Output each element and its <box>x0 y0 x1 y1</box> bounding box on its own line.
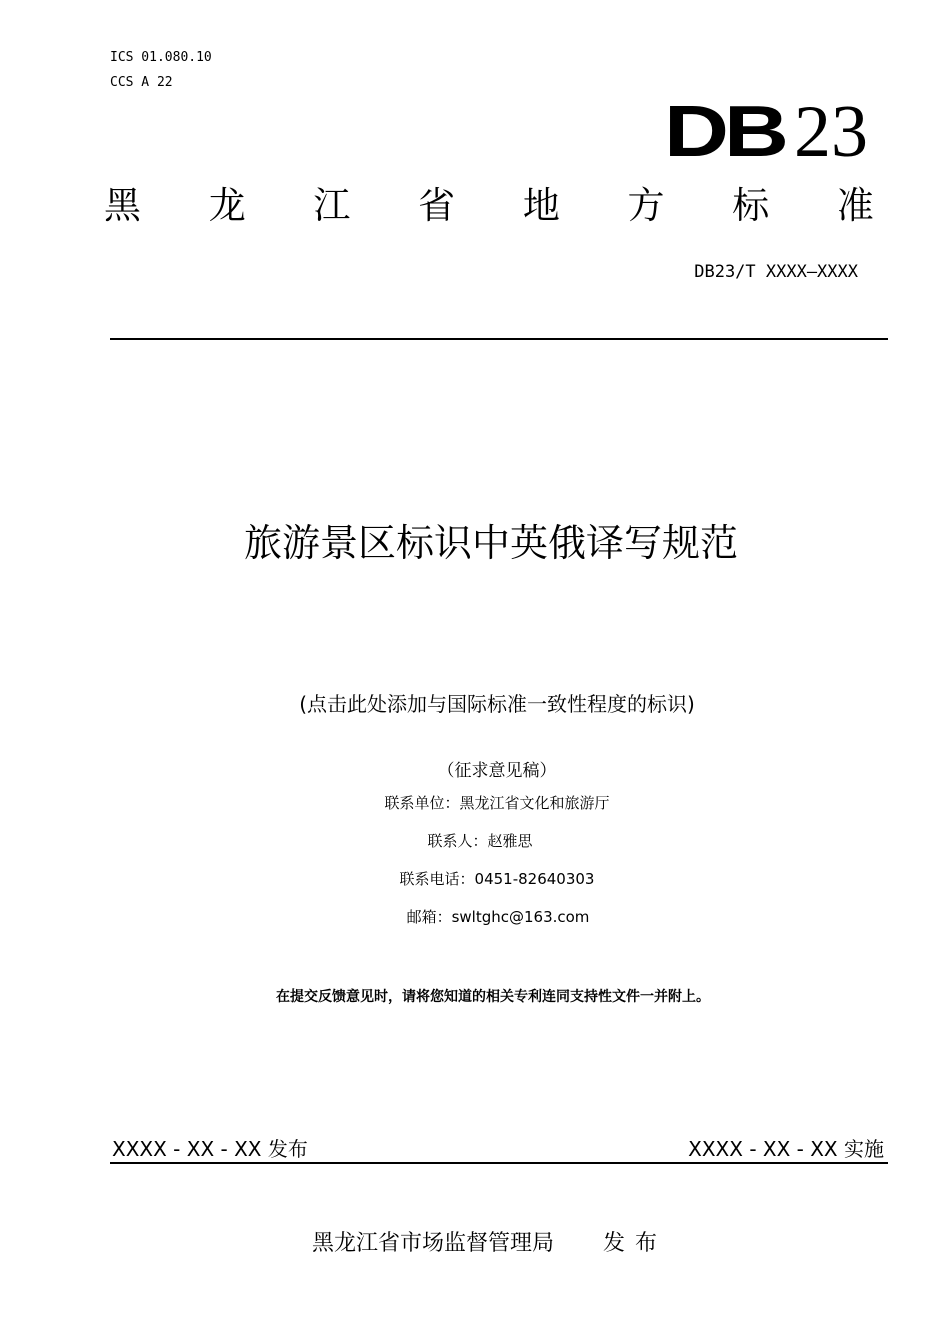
effective-date: XXXX - XX - XX 实施 <box>688 1137 884 1161</box>
title-char: 龙 <box>208 184 246 227</box>
title-char: 地 <box>522 184 560 227</box>
document-number: DB23/T XXXX—XXXX <box>694 262 858 282</box>
ccs-code: CCS A 22 <box>110 75 173 90</box>
logo-number: 23 <box>794 91 868 173</box>
footer-divider <box>110 1162 888 1164</box>
logo-db: DB <box>664 92 784 172</box>
issuing-authority: 黑龙江省市场监督管理局 <box>312 1231 555 1256</box>
standard-type-title <box>104 183 874 229</box>
title-char: 省 <box>418 184 456 227</box>
consistency-note[interactable]: (点击此处添加与国际标准一致性程度的标识) <box>299 692 695 716</box>
draft-status: （征求意见稿） <box>437 761 557 781</box>
patent-note: 在提交反馈意见时，请将您知道的相关专利连同支持性文件一并附上。 <box>276 989 710 1005</box>
release-date: XXXX - XX - XX 发布 <box>112 1137 308 1161</box>
title-char: 准 <box>836 184 874 227</box>
title-char: 方 <box>627 184 665 227</box>
contact-email: 邮箱：swltghc@163.com <box>406 908 590 926</box>
ics-code: ICS 01.080.10 <box>110 50 212 65</box>
db23-logo <box>664 91 868 173</box>
title-char: 标 <box>732 184 770 227</box>
header-divider <box>110 338 888 340</box>
issue-label: 发布 <box>603 1231 668 1256</box>
title-char: 黑 <box>104 184 141 227</box>
document-title: 旅游景区标识中英俄译写规范 <box>243 521 738 565</box>
title-char: 江 <box>313 184 351 227</box>
contact-phone: 联系电话：0451-82640303 <box>399 870 595 888</box>
contact-person: 联系人：赵雅思 <box>427 832 533 850</box>
contact-unit: 联系单位：黑龙江省文化和旅游厅 <box>384 794 610 812</box>
